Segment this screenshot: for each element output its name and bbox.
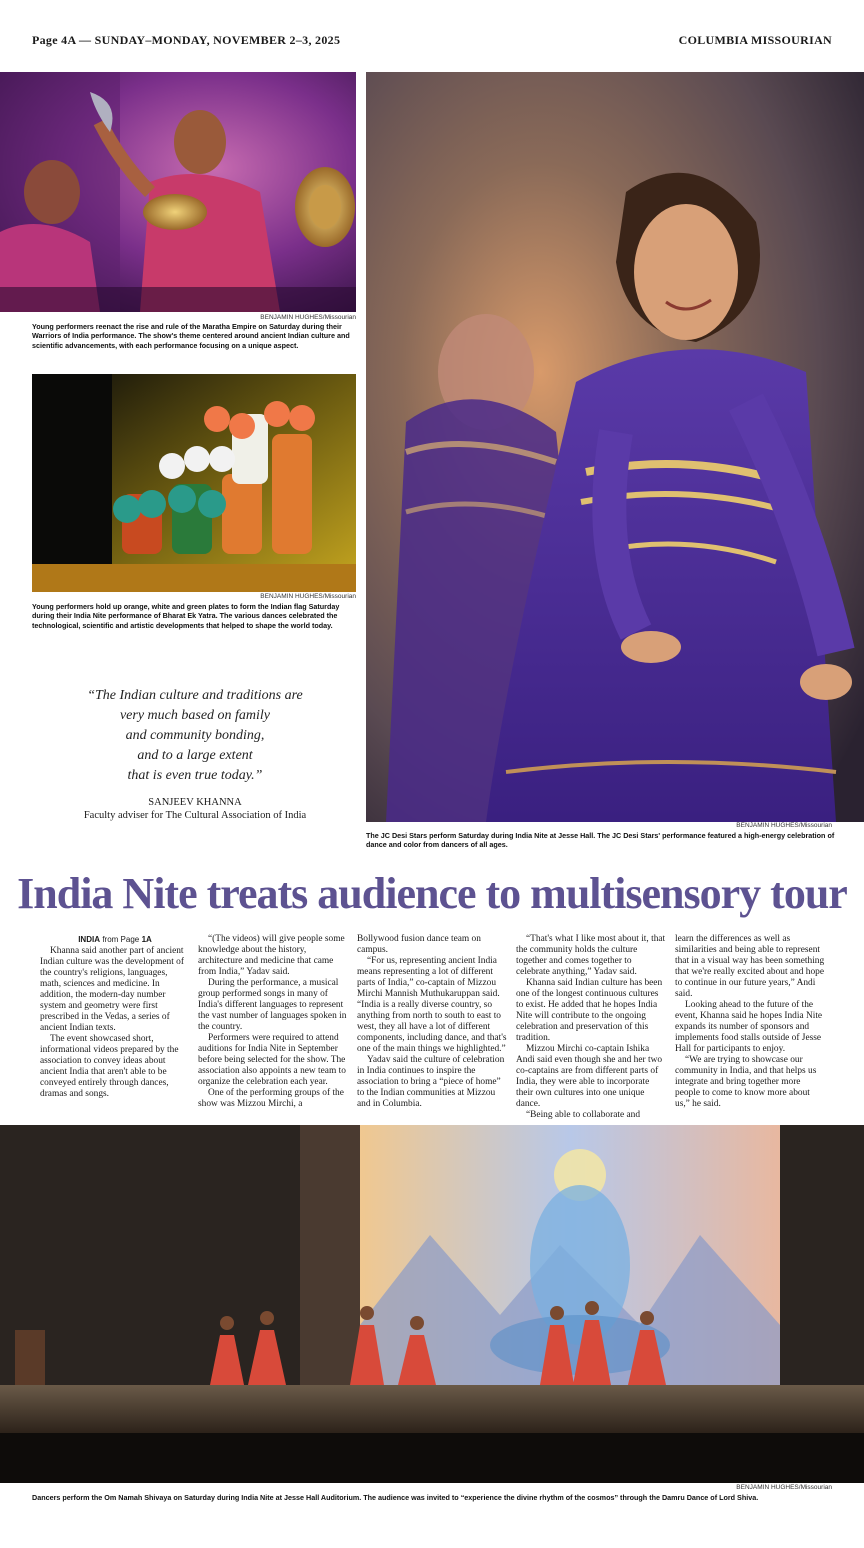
pull-quote-line: very much based on family [119,708,271,723]
stage-photo-caption: Dancers perform the Om Namah Shivaya on Saturday during India Nite at Jesse Hall Auditorium. The audience was invited to “experience the divine rhythm of the cosmos” through the Damru Dance of Lord Shiva. [32,1493,759,1502]
article-paragraph: Yadav said the culture of celebration in India continues to inspire the association to bring a “piece of home” to the Indian communities at Mizzou and in Columbia. [357,1055,505,1109]
article-paragraph: “We are trying to showcase our community in India, and that helps us integrate and bring together more people to come to know more about us,” he said. [675,1055,817,1109]
jump-page[interactable]: 1A [141,935,152,944]
headline: India Nite treats audience to multisensory tour [17,869,847,918]
warriors-photo-art [0,72,356,312]
plates-photo-caption: Young performers hold up orange, white and green plates to form the Indian flag Saturday during their India Nite performance of Bharat Ek Yatra. The various dances celebrated the technological, scientific and artistic developments that helped to shape the world today. [32,602,340,630]
article-paragraph: Bollywood fusion dance team on campus. [357,934,481,955]
warriors-photo-credit: BENJAMIN HUGHES/Missourian [260,314,356,321]
jump-line [40,934,190,946]
plates-photo-art [32,374,356,592]
article-paragraph: “For us, representing ancient India means representing a lot of different parts of India,” co-captain of Mizzou Mirchi Mannish Muthukaruppan said. “India is a really diverse country, so anything from north to south to east to west, they all have a lot of different components, including dance, and that's one of the main things we highlighted.” [357,956,507,1054]
article-paragraph: “Being able to collaborate and [526,1110,641,1120]
article-paragraph: Khanna said another part of ancient Indian culture was the development of the country's religions, languages, math, sciences and medicine. In addition, the modern-day number system and geometry were first prescribed in the Vedas, a series of ancient Indian texts. [40,946,184,1033]
pull-quote-line: and community bonding, [125,728,265,743]
stage-photo-art [0,1125,864,1483]
pull-quote-name: SANJEEV KHANNA [148,797,242,808]
plates-photo [32,374,356,592]
pull-quote-line: that is even true today.” [127,768,263,783]
article-paragraph: Looking ahead to the future of the event, Khanna said he hopes India Nite expands its number of sponsors and implements food stalls outside of Jesse Hall for participants to enjoy. [675,1000,823,1054]
desi-stars-photo-art [366,72,864,822]
warriors-photo-caption: Young performers reenact the rise and rule of the Maratha Empire on Saturday during their Warriors of India performance. The show's theme centered around ancient Indian culture and scientific advancements, with each performance focusing on a unique aspect. [32,322,350,350]
article-column-3 [357,934,507,1110]
article-paragraph: learn the differences as well as similarities and being able to represent that in a visual way has been something that we're really excited about and hope to continue in our future years,” Andi said. [675,934,825,999]
pull-quote-line: “The Indian culture and traditions are [87,688,303,703]
desi-stars-photo [366,72,864,822]
stage-photo-credit: BENJAMIN HUGHES/Missourian [736,1484,832,1491]
article-paragraph: During the performance, a musical group performed songs in many of India's different languages to represent the vast number of languages spoken in the country. [198,978,347,1032]
article-column-1 [40,934,190,1100]
stage-photo [0,1125,864,1483]
pull-quote [40,686,350,786]
article-column-5 [675,934,827,1110]
article-paragraph: One of the performing groups of the show was Mizzou Mirchi, a [198,1088,344,1109]
page-info: Page 4A — SUNDAY–MONDAY, NOVEMBER 2–3, 2025 [32,33,341,47]
pull-quote-title: Faculty adviser for The Cultural Association of India [83,810,307,821]
jump-word: INDIA [78,935,100,944]
pull-quote-attribution [40,796,350,822]
article-column-2 [198,934,348,1110]
article-paragraph: “(The videos) will give people some knowledge about the history, architecture and medicine that came from India,” Yadav said. [198,934,345,977]
article-paragraph: Mizzou Mirchi co-captain Ishika Andi said even though she and her two co-captains are from different parts of India, they were able to incorporate their own cultures into one unique dance. [516,1044,663,1109]
article-paragraph: Performers were required to attend auditions for India Nite in September before being selected for the show. The association also appoints a new team to organize the celebration each year. [198,1033,346,1087]
warriors-photo [0,72,356,312]
article-paragraph: The event showcased short, informational videos prepared by the association to convey ideas about ancient India that aren't able to be conveyed entirely through dances, dramas and songs. [40,1034,179,1099]
plates-photo-credit: BENJAMIN HUGHES/Missourian [260,593,356,600]
article-column-4 [516,934,666,1121]
desi-stars-photo-caption: The JC Desi Stars perform Saturday during India Nite at Jesse Hall. The JC Desi Stars' performance featured a high-energy celebration of dance and color from dancers of all ages. [366,831,835,850]
article-paragraph: Khanna said Indian culture has been one of the longest continuous cultures to exist. He added that he hopes India Nite will contribute to the ongoing celebration and preservation of this tradition. [516,978,663,1043]
pull-quote-line: and to a large extent [137,748,253,763]
publication-name: COLUMBIA MISSOURIAN [678,33,832,47]
jump-from: from Page [102,935,140,944]
article-paragraph: “That's what I like most about it, that the community holds the culture together and comes together to celebrate anything,” Yadav said. [516,934,666,977]
desi-stars-photo-credit: BENJAMIN HUGHES/Missourian [736,822,832,829]
